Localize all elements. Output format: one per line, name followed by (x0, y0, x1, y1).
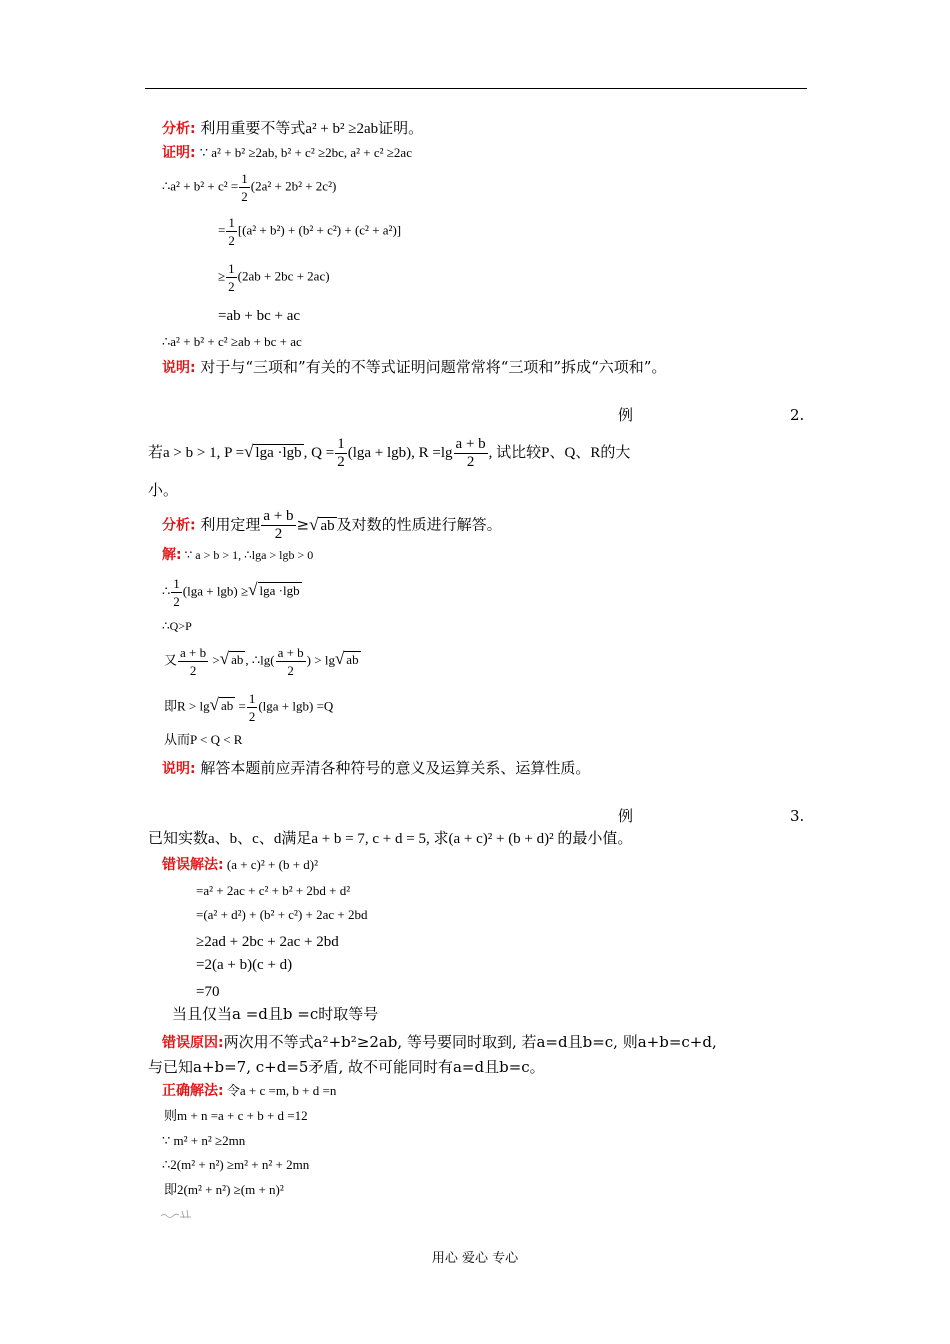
solution-line-3: ∴Q>P (162, 619, 192, 633)
correct-solution-line-4: 即2(m² + n²) ≥(m + n)² (164, 1182, 284, 1197)
proof-premise: 证明: ∵ a² + b² ≥2ab, b² + c² ≥2bc, a² + c² ≥2ac (162, 145, 412, 161)
example-2-question: 若a > b > 1, P =√ lga ·lgb , Q = $\frac{1}{2}$ (lga + lgb), R =lg $\frac{a + b}{2}$ , 试比较P、Q、R的大 (148, 436, 631, 470)
correct-solution-line-1: 则m + n =a + c + b + d =12 (164, 1108, 308, 1123)
solution-label: 解: (162, 547, 182, 563)
wrong-solution-line-3: ≥2ad + 2bc + 2ac + 2bd (196, 934, 339, 950)
note-1: 说明: 对于与“三项和”有关的不等式证明问题常常将“三项和”拆成“六项和”。 (162, 358, 667, 376)
wrong-solution-line-6: 当且仅当a =d且b =c时取等号 (172, 1005, 379, 1023)
solution-line-1: 解: ∵ a > b > 1, ∴lga > lgb > 0 (162, 547, 314, 563)
example-2-question-wrap: 小。 (148, 481, 179, 499)
header-rule (145, 88, 807, 89)
note-2-label: 说明: (162, 761, 196, 777)
error-reason-label: 错误原因: (162, 1035, 224, 1051)
correct-solution-line-2: ∵ m² + n² ≥2mn (162, 1133, 246, 1148)
analysis-2-label: 分析: (162, 517, 196, 534)
example-3-question: 已知实数a、b、c、d满足a + b = 7, c + d = 5, 求(a + c)² + (b + d)² 的最小值。 (148, 831, 633, 847)
proof-step-2: = $\frac{1}{2}$ [(a² + b²) + (b² + c²) + (c² + a²)] (218, 215, 402, 248)
solution-line-6: 从而P < Q < R (164, 732, 243, 747)
solution-line-4: 又 $\frac{a + b}{2}$ >√ ab , ∴lg( $\frac{a + b}{2}$ ) > lg√ ab (164, 645, 359, 678)
solution-line-2: ∴ $\frac{1}{2}$ (lga + lgb) ≥√ lga ·lgb (162, 576, 300, 609)
example-2-label: 例 (618, 406, 634, 424)
wrong-solution-line-4: =2(a + b)(c + d) (196, 957, 293, 973)
wrong-solution-line-1: =a² + 2ac + c² + b² + 2bd + d² (196, 883, 351, 898)
proof-step-3: ≥ $\frac{1}{2}$ (2ab + 2bc + 2ac) (218, 261, 330, 294)
note-2: 说明: 解答本题前应弄清各种符号的意义及运算关系、运算性质。 (162, 759, 591, 777)
wrong-solution-label: 错误解法: (162, 857, 224, 873)
proof-step-4: =ab + bc + ac (218, 308, 301, 324)
example-3-label: 例 (618, 807, 634, 825)
wrong-solution-line-0: 错误解法: (a + c)² + (b + d)² (162, 857, 319, 873)
error-reason-wrap: 与已知a+b=7, c+d=5矛盾, 故不可能同时有a=d且b=c。 (148, 1058, 545, 1076)
solution-line-5: 即R > lg√ ab = $\frac{1}{2}$ (lga + lgb) =Q (164, 691, 334, 724)
page-footer: 用心 爱心 专心 (431, 1251, 519, 1266)
correct-solution-label: 正确解法: (162, 1083, 224, 1099)
proof-conclusion: ∴a² + b² + c² ≥ab + bc + ac (162, 334, 302, 349)
proof-label: 证明: (162, 145, 196, 161)
example-2-number: 2. (790, 406, 805, 424)
note-label: 说明: (162, 360, 196, 376)
analysis-line-1: 分析: 利用重要不等式a² + b² ≥2ab证明。 (162, 119, 424, 137)
example-3-number: 3. (790, 807, 805, 825)
wrong-solution-line-2: =(a² + d²) + (b² + c²) + 2ac + 2bd (196, 907, 368, 922)
correct-solution-line-3: ∴2(m² + n²) ≥m² + n² + 2mn (162, 1157, 310, 1172)
correct-solution-line-0: 正确解法: 令a + c =m, b + d =n (162, 1083, 337, 1099)
error-reason: 错误原因:两次用不等式a²+b²≥2ab, 等号要同时取到, 若a=d且b=c, 则a+b=c+d, (162, 1033, 717, 1051)
analysis-label: 分析: (162, 121, 196, 137)
analysis-line-2: 分析: 利用定理 $\frac{a + b}{2}$ ≥√ ab 及对数的性质进行解答。 (162, 508, 502, 542)
proof-step-1: ∴a² + b² + c² = $\frac{1}{2}$ (2a² + 2b² + 2c²) (162, 171, 337, 204)
wrong-solution-line-5: =70 (196, 984, 220, 1000)
scribble-mark (160, 1208, 192, 1220)
